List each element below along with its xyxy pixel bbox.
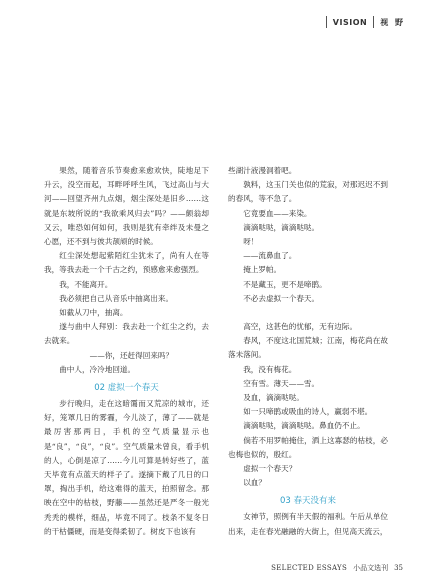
paragraph: 掩上罗帕。: [243, 265, 282, 275]
paragraph: 女神节，照例有半天假的福利。午后从单位出来，走在春光融融的大街上，但见高天流云，: [228, 512, 388, 536]
page-number: 35: [394, 564, 403, 572]
section-title: 03 春天没有来: [279, 496, 337, 507]
paragraph: 春风，不度这北国荒城；江南，梅花尚在故落未落间。: [228, 336, 388, 360]
header-section-en: VISION: [332, 17, 368, 27]
paragraph: 虚拟一个春天？: [243, 464, 297, 474]
paragraph: 我必须把自己从音乐中抽离出来。: [59, 293, 174, 303]
paragraph: 它竟要血——来染。: [243, 208, 312, 218]
header-section-cn: 视 野: [380, 17, 405, 27]
paragraph: ——流鼻血了。: [243, 251, 297, 261]
paragraph: 孰料，这玉门关也似的荒寂，对那迟迟不到的春风，等不急了。: [228, 180, 388, 204]
paragraph: 如截从刀中，抽离。: [59, 308, 128, 318]
paragraph: 空有雪。薄天——雪。: [243, 378, 320, 388]
paragraph: 呀！: [243, 237, 259, 247]
section-title: 02 虚拟一个春天: [94, 383, 159, 394]
page-footer: [271, 563, 403, 573]
paragraph: 我，不能离开。: [59, 279, 113, 289]
paragraph: 如一只啼鹃或吸血的诗人，赢弱不堪。: [243, 407, 373, 417]
paragraph: 倘若不用罗帕掩住，洒上这寡瑟的枯枝，必也梅也似的，殷红。: [228, 435, 388, 459]
paragraph: 些湖汁液漫洞着吧。: [228, 166, 297, 175]
paragraph: 高空，这甚色的忧郁，无有边际。: [243, 322, 358, 332]
paragraph: 滴滴哒哒，滴滴哒哒。鼻血仍不止。: [243, 421, 365, 431]
magazine-name-en: SELECTED ESSAYS: [271, 564, 348, 572]
right-column: [228, 164, 388, 539]
paragraph: 遂与曲中人拜别：我去赴一个红尘之约，去去就来。: [44, 322, 209, 346]
paragraph: 不是藏玉，更不是啼鹃。: [243, 279, 327, 289]
magazine-name-cn: 小品文选刊: [353, 564, 389, 572]
paragraph: 曲中人，冷冷地回道。: [59, 364, 136, 374]
header-divider: [326, 16, 327, 28]
left-column: [44, 164, 209, 539]
header-divider: [373, 16, 374, 28]
paragraph: 我，没有梅花。: [243, 364, 297, 374]
paragraph: 不必去虚拟一个春天。: [243, 293, 320, 303]
paragraph: 步行晚归，走在这暗霭而又荒凉的城市，还好，笼罩几日的雾霾，今儿淡了，薄了——就是最厉害那两日，手机的空气质量显示也是“良”，“良”，“良”。空气质量未曾良，看手机的人，心倒是凉了……今儿可算是转好些了，蓝天毕竟有点蓝天的样子了。遂摘下戴了几日的口罩，掏出手机，给这难得的蓝天，拍照留念。那映在空中的枯枝，野藤——虽然还是严冬一般光秃秃的模样，细品，毕竟不同了。枝条不复冬日的干枯僵硬，而是变得柔韧了。树皮下也该有: [44, 399, 209, 536]
paragraph: 及血，滴滴哒哒。: [243, 393, 304, 403]
paragraph: 滴滴哒哒，滴滴哒哒。: [243, 222, 320, 232]
paragraph: ——你，还赶得回来吗？: [89, 350, 174, 360]
paragraph: 果然，随着音乐节奏愈来愈欢快，陡地足下升云，没空而起，耳畔呼呼生风，飞过高山与大河——回望齐州九点烟，烟尘深处是旧乡……这就是东坡所说的“我欲乘风归去”吗？——颇翁却又云，唯恐如何如何，我则是犹有牵绊及未曼之心愿，还不到与彼共颉颃的时候。: [44, 166, 209, 247]
paragraph: 红尘深处想起紫陌红尘犹未了，尚有人在等我，等我去赴一个千古之约，预感愈来愈强烈。: [44, 251, 209, 275]
page-header: [326, 16, 405, 28]
paragraph: 以血？: [243, 478, 266, 488]
